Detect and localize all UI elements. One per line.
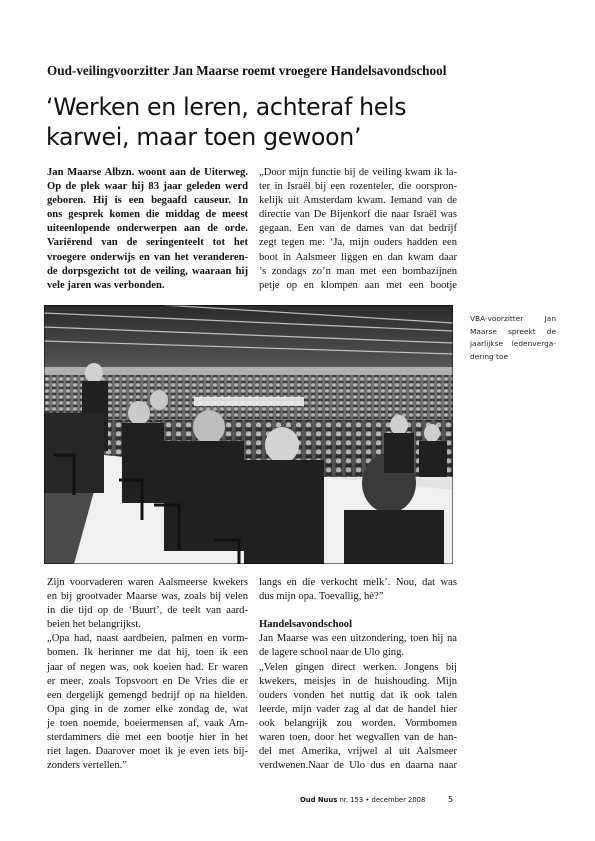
body-line: waren toen, door het wegvallen van de han- bbox=[259, 732, 457, 744]
headline-line: karwei, maar toen gewoon’ bbox=[46, 123, 362, 151]
issue-info: nr. 153 • december 2008 bbox=[339, 796, 426, 804]
body-line: del met Amerika, vrijwel al uit Aalsmeer bbox=[259, 746, 457, 758]
body-line: riet lagen. Daarover moet ik je even iets bij- bbox=[47, 746, 248, 758]
body-line: er meer, zoals Topsvoort en De Vries die er bbox=[47, 675, 248, 687]
body-column-bottom-right bbox=[259, 576, 457, 773]
headline bbox=[46, 92, 466, 152]
intro-line: uiteenlopende onderwerpen aan de orde. bbox=[47, 223, 248, 235]
body-line: kelijk uit Amsterdam kwam. Iemand van de bbox=[259, 195, 457, 207]
photo-caption bbox=[470, 313, 556, 364]
body-line: ’s zondags zo’n man met een bombazijnen bbox=[259, 265, 457, 277]
body-line: Jan Maarse was een uitzondering, toen hij na bbox=[259, 633, 457, 645]
body-line: „Velen gingen direct werken. Jongens bij bbox=[259, 661, 457, 673]
body-line: directie van De Bijenkorf die naar Israël was bbox=[259, 209, 457, 221]
kicker: Oud-veilingvoorzitter Jan Maarse roemt vroegere Handelsavondschool bbox=[47, 63, 447, 78]
caption-line: VBA-voorzitter Jan bbox=[470, 314, 556, 323]
body-line: Opa ging in de zomer elke zondag de, wat bbox=[47, 703, 248, 715]
body-line: dus mijn opa. Toevallig, hè?” bbox=[259, 591, 384, 603]
magazine-name: Oud Nuus bbox=[300, 796, 338, 804]
caption-line: dering toe bbox=[470, 352, 509, 362]
body-column-top-right bbox=[259, 166, 457, 293]
meeting-photo-illustration bbox=[44, 305, 453, 564]
intro-line: vroegere onderwijs en van het veranderen- bbox=[47, 251, 248, 263]
body-line: in die tijd op de ‘Buurt’, de teelt van aard- bbox=[47, 605, 248, 617]
page-number: 5 bbox=[448, 795, 454, 804]
body-line: je toen noemde, boeiermensen af, vaak Am- bbox=[47, 717, 248, 729]
body-line: langs en die verkocht melk’. Nou, dat was bbox=[259, 577, 457, 588]
body-line: zegt tegen me: ‘Ja, mijn ouders hadden een bbox=[259, 237, 457, 249]
body-line: jaar of negen was, ook koeien had. Er waren bbox=[47, 661, 248, 673]
section-subhead: Handelsavondschool bbox=[259, 619, 353, 631]
body-line: ouders vonden het nuttig dat ik ook talen bbox=[259, 689, 457, 701]
intro-line: Op de plek waar hij 83 jaar geleden werd bbox=[47, 181, 248, 193]
body-line: bomen. Ik herinner me dat hij, toen ik een bbox=[47, 647, 248, 659]
intro-line: de dorpsgezicht tot de veiling, waaraan hij bbox=[47, 265, 248, 277]
body-column-bottom-left bbox=[47, 576, 248, 773]
intro-line: Variërend van de seringenteelt tot het bbox=[47, 237, 248, 249]
body-line: ter in Israël bij een rozenteler, die oorspron- bbox=[259, 181, 457, 193]
body-line: boot in Aalsmeer liggen en dan kwam daar bbox=[259, 251, 457, 263]
body-line: en bij grootvader Maarse was, zoals bij velen bbox=[47, 591, 248, 603]
body-line: verdwenen.Naar de Ulo dus en daarna naar bbox=[259, 760, 457, 772]
meeting-photo bbox=[44, 305, 453, 564]
body-line: leerde, mijn vader zag al dat de handel hier bbox=[259, 703, 457, 715]
body-line: gegaan. Een van de dames van dat bedrijf bbox=[259, 223, 457, 235]
body-line: „Opa had, naast aardbeien, palmen en vorm- bbox=[47, 633, 248, 645]
intro-line: vele jaren was verbonden. bbox=[47, 279, 165, 291]
body-line: sterdammers die met een bootje hier in het bbox=[47, 732, 248, 744]
body-line: de lagere school naar de Ulo ging. bbox=[259, 647, 405, 659]
intro-line: geboren. Hij is een begaafd causeur. In bbox=[47, 195, 248, 207]
body-line: petje op en klompen aan met een bootje bbox=[259, 279, 457, 291]
intro-line: ons gesprek komen die middag de meest bbox=[47, 209, 248, 221]
intro-column bbox=[47, 166, 248, 293]
body-line: beien het belangrijkst. bbox=[47, 619, 141, 631]
body-line: ook belangrijk zou worden. Vormbomen bbox=[259, 717, 457, 729]
intro-line: Jan Maarse Albzn. woont aan de Uiterweg. bbox=[47, 167, 248, 178]
caption-line: Maarse spreekt de bbox=[470, 326, 556, 336]
headline-line: ‘Werken en leren, achteraf hels bbox=[46, 93, 407, 121]
body-line: een dergelijk gemengd bedrijf op na hielden. bbox=[47, 689, 248, 701]
spacer bbox=[259, 604, 457, 618]
page-footer bbox=[300, 796, 460, 804]
body-line: kwekers, meisjes in de huishouding. Mijn bbox=[259, 675, 457, 687]
body-line: Zijn voorvaderen waren Aalsmeerse kwekers bbox=[47, 577, 248, 588]
body-line: zonders vertellen.” bbox=[47, 760, 128, 772]
caption-line: jaarlijkse ledenverga- bbox=[470, 339, 556, 349]
body-line: „Door mijn functie bij de veiling kwam ik la- bbox=[259, 167, 457, 178]
